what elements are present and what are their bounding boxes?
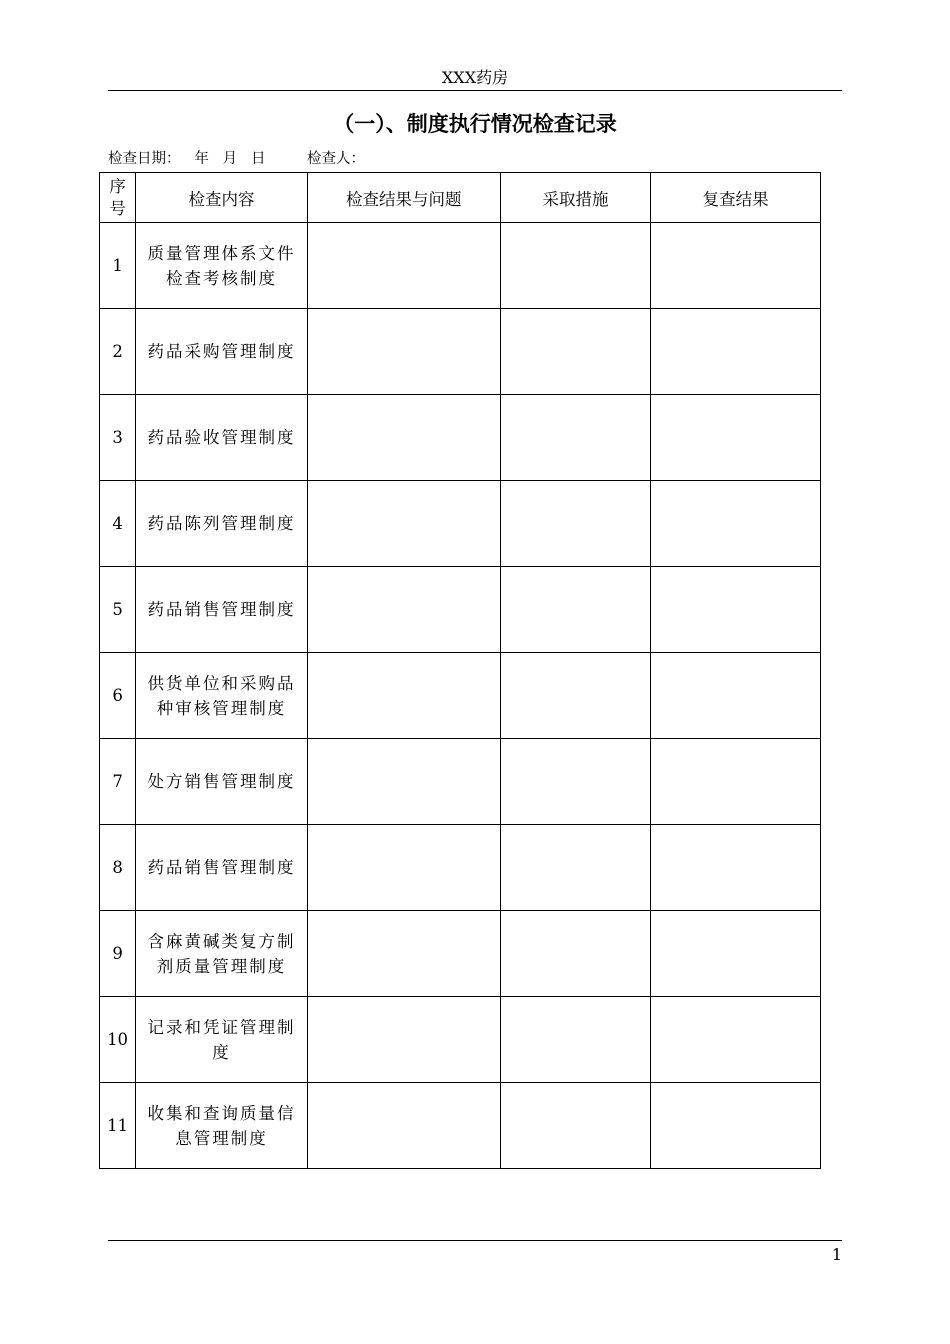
- row-check-content-cell: 药品采购管理制度: [136, 309, 308, 395]
- row-number-cell: 4: [100, 481, 136, 567]
- row-measure-cell[interactable]: [500, 395, 651, 481]
- row-check-content-cell: 药品陈列管理制度: [136, 481, 308, 567]
- row-check-result-cell[interactable]: [307, 481, 500, 567]
- row-review-cell[interactable]: [651, 911, 821, 997]
- inspector-label: 检查人：: [306, 151, 365, 167]
- inspection-date-day: 日: [250, 151, 266, 167]
- row-check-result-cell[interactable]: [307, 395, 500, 481]
- table-row: [100, 481, 821, 567]
- inspection-date-month: 月: [222, 151, 238, 167]
- header-seq-no: 序号: [100, 173, 136, 223]
- table-row: [100, 309, 821, 395]
- row-review-cell[interactable]: [651, 395, 821, 481]
- row-check-content-cell: 含麻黄碱类复方制剂质量管理制度: [136, 911, 308, 997]
- row-number-cell: 2: [100, 309, 136, 395]
- row-number-cell: 9: [100, 911, 136, 997]
- row-check-content-cell: 质量管理体系文件检查考核制度: [136, 223, 308, 309]
- row-check-content-cell: 药品销售管理制度: [136, 825, 308, 911]
- row-review-cell[interactable]: [651, 309, 821, 395]
- row-measure-cell[interactable]: [500, 567, 651, 653]
- row-check-content-cell: 药品销售管理制度: [136, 567, 308, 653]
- table-row: [100, 825, 821, 911]
- table-header-row: [100, 173, 821, 223]
- inspection-date-year: 年: [194, 151, 209, 167]
- row-check-result-cell[interactable]: [307, 825, 500, 911]
- document-title: （一）、制度执行情况检查记录: [333, 111, 617, 136]
- table-row: [100, 911, 821, 997]
- table-body: [100, 223, 821, 1169]
- row-check-content-cell: 供货单位和采购品种审核管理制度: [136, 653, 308, 739]
- row-number-cell: 6: [100, 653, 136, 739]
- inspection-meta-line: [108, 150, 365, 168]
- footer-divider: [108, 1240, 842, 1241]
- row-check-content-cell: 收集和查询质量信息管理制度: [136, 1083, 308, 1169]
- row-check-result-cell[interactable]: [307, 911, 500, 997]
- inspection-date-label: 检查日期：: [108, 151, 181, 167]
- row-measure-cell[interactable]: [500, 1083, 651, 1169]
- row-measure-cell[interactable]: [500, 223, 651, 309]
- row-measure-cell[interactable]: [500, 481, 651, 567]
- page-header-org-name: XXX药房: [441, 68, 509, 87]
- header-review-result: 复查结果: [651, 173, 821, 223]
- row-check-result-cell[interactable]: [307, 223, 500, 309]
- row-check-content-cell: 记录和凭证管理制度: [136, 997, 308, 1083]
- row-number-cell: 10: [100, 997, 136, 1083]
- page-number: 1: [831, 1245, 842, 1264]
- row-number-cell: 5: [100, 567, 136, 653]
- table-row: [100, 739, 821, 825]
- row-review-cell[interactable]: [651, 997, 821, 1083]
- row-number-cell: 8: [100, 825, 136, 911]
- row-review-cell[interactable]: [651, 481, 821, 567]
- row-check-content-cell: 药品验收管理制度: [136, 395, 308, 481]
- row-check-result-cell[interactable]: [307, 997, 500, 1083]
- row-review-cell[interactable]: [651, 567, 821, 653]
- header-check-content: 检查内容: [136, 173, 308, 223]
- row-check-result-cell[interactable]: [307, 739, 500, 825]
- row-check-result-cell[interactable]: [307, 653, 500, 739]
- row-review-cell[interactable]: [651, 223, 821, 309]
- row-check-result-cell[interactable]: [307, 309, 500, 395]
- row-number-cell: 11: [100, 1083, 136, 1169]
- table-row: [100, 997, 821, 1083]
- header-measures-taken: 采取措施: [500, 173, 651, 223]
- table-row: [100, 223, 821, 309]
- row-check-content-cell: 处方销售管理制度: [136, 739, 308, 825]
- table-row: [100, 567, 821, 653]
- row-number-cell: 7: [100, 739, 136, 825]
- inspection-record-table: [99, 172, 821, 1169]
- table-row: [100, 1083, 821, 1169]
- row-review-cell[interactable]: [651, 825, 821, 911]
- row-review-cell[interactable]: [651, 739, 821, 825]
- row-check-result-cell[interactable]: [307, 1083, 500, 1169]
- row-review-cell[interactable]: [651, 653, 821, 739]
- table-row: [100, 395, 821, 481]
- row-measure-cell[interactable]: [500, 911, 651, 997]
- row-number-cell: 3: [100, 395, 136, 481]
- row-check-result-cell[interactable]: [307, 567, 500, 653]
- row-measure-cell[interactable]: [500, 309, 651, 395]
- row-measure-cell[interactable]: [500, 739, 651, 825]
- row-measure-cell[interactable]: [500, 997, 651, 1083]
- header-divider: [108, 90, 842, 91]
- header-check-result: 检查结果与问题: [307, 173, 500, 223]
- row-measure-cell[interactable]: [500, 825, 651, 911]
- row-number-cell: 1: [100, 223, 136, 309]
- table-row: [100, 653, 821, 739]
- row-review-cell[interactable]: [651, 1083, 821, 1169]
- row-measure-cell[interactable]: [500, 653, 651, 739]
